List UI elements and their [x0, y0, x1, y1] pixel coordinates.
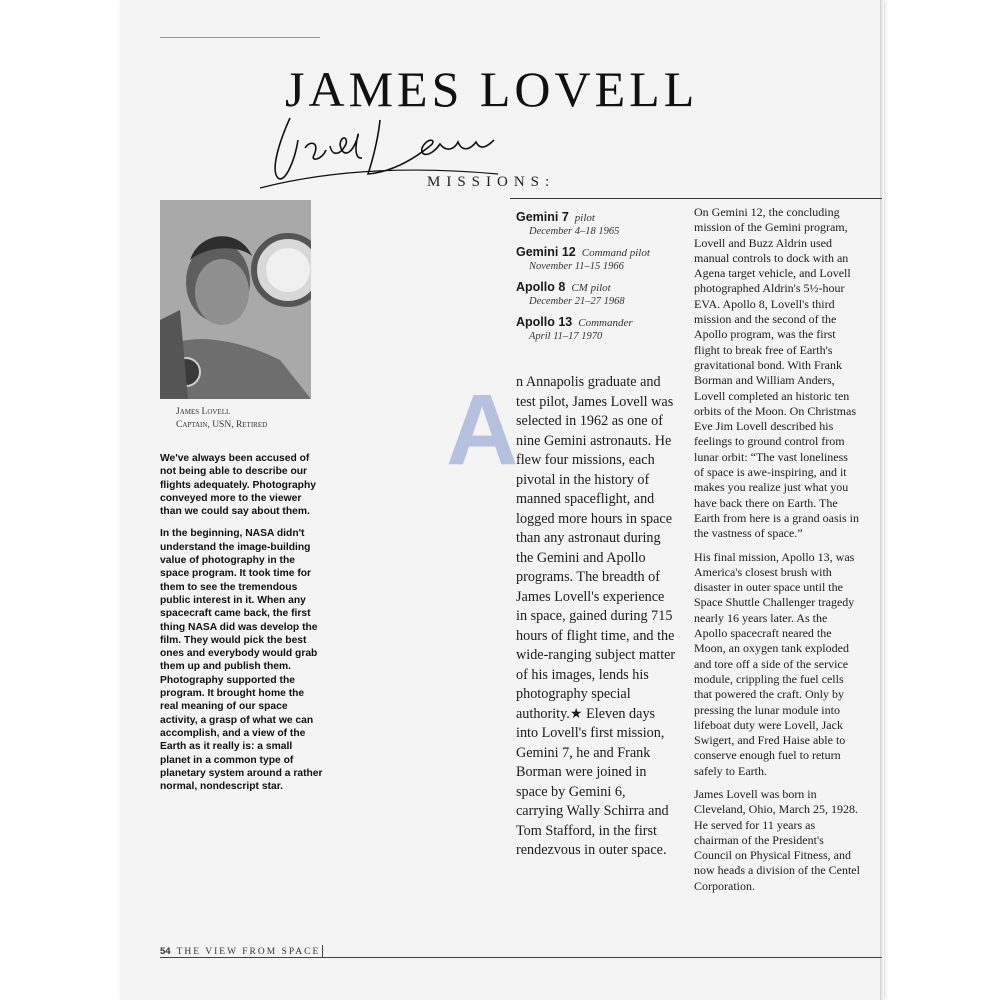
- body-column-right: [694, 205, 860, 902]
- page-edge: [880, 0, 884, 1000]
- mission-name: Gemini 7: [516, 210, 569, 224]
- page-title: JAMES LOVELL: [285, 61, 699, 117]
- body-paragraph: James Lovell was born in Cleveland, Ohio, March 25, 1928. He served for 11 years as chairman of the President's Council on Physical Fitness, and now heads a division of the Centel Corporation.: [694, 786, 860, 893]
- caption-title: Captain, USN, Retired: [176, 420, 268, 430]
- body-column-middle: n Annapolis graduate and test pilot, James Lovell was selected in 1962 as one of nine Gemini astronauts. He flew four missions, each pivotal in the history of manned spaceflight, and logged more hours in space than any astronaut during the Gemini and Apollo programs. The breadth of James Lovell's experience in space, gained during 715 hours of flight time, and the wide-ranging subject matter of his images, lends his photography special authority.★ Eleven days into Lovell's first mission, Gemini 7, he and Frank Borman were joined in space by Gemini 6, carrying Wally Schirra and Tom Stafford, in the first rendezvous in outer space.: [516, 374, 676, 858]
- mission-item: [516, 243, 691, 272]
- mission-list: [516, 208, 691, 348]
- mission-role: Commander: [578, 317, 633, 329]
- astronaut-portrait-photo: [160, 200, 311, 399]
- mission-name: Apollo 13: [516, 315, 573, 329]
- footer-tick: [322, 945, 323, 957]
- top-rule: [160, 37, 320, 38]
- mission-date: December 21–27 1968: [529, 296, 625, 307]
- mission-name: Apollo 8: [516, 280, 566, 294]
- body-paragraph: His final mission, Apollo 13, was America's closest brush with disaster in outer space until the Space Shuttle Challenger tragedy nearly 16 years later. As the Apollo spacecraft neared the Moon, an oxygen tank exploded and tore off a side of the service module, crippling the fuel cells that powered the craft. Only by pressing the lunar module into lifeboat duty were Lovell, Jack Swigert, and Fred Haise able to conserve enough fuel to return safely to Earth.: [694, 549, 855, 778]
- quote-paragraph: In the beginning, NASA didn't understand the image-building value of photography in the space program. It took time for them to see the tremendous public interest in it. When any spacecraft came back, the first thing NASA did was develop the film. They would pick the best ones and everybody would grab them up and publish them. Photography supported the program. It brought home the real meaning of our space activity, a grasp of what we can accomplish, and a view of the Earth as it really is: a small planet in a common type of planetary system around a rather normal, nondescript star.: [160, 528, 323, 793]
- body-paragraph: On Gemini 12, the concluding mission of the Gemini program, Lovell and Buzz Aldrin used manual controls to dock with an Agena target vehicle, and Lovell photographed Aldrin's 5½-hour EVA. Apollo 8, Lovell's third mission and the second of the Apollo program, was the first flight to break free of Earth's gravitational bond. With Frank Borman and William Anders, Lovell completed an historic ten orbits of the Moon. On Christmas Eve Jim Lovell described his feelings to ground control from lunar orbit: “The vast loneliness of space is awe-inspiring, and it makes you realize just what you have back there on Earth. The Earth from here is a grand oasis in the vastness of space.”: [694, 205, 859, 541]
- book-title: THE VIEW FROM SPACE: [176, 947, 321, 957]
- mission-item: [516, 208, 691, 237]
- photo-caption: [176, 406, 267, 432]
- mission-date: November 11–15 1966: [529, 261, 624, 272]
- quote-block: [160, 452, 325, 802]
- quote-paragraph: We've always been accused of not being able to describe our flights adequately. Photography conveyed more to the viewer than we could say about them.: [160, 453, 316, 518]
- mission-role: pilot: [574, 212, 595, 224]
- mission-item: [516, 278, 691, 307]
- mission-role: Command pilot: [581, 247, 650, 259]
- mission-item: [516, 313, 691, 342]
- missions-heading: MISSIONS:: [427, 174, 556, 190]
- footer-rule: [160, 957, 882, 958]
- caption-name: James Lovell: [176, 407, 231, 417]
- mission-date: April 11–17 1970: [529, 331, 603, 342]
- mission-name: Gemini 12: [516, 245, 576, 259]
- drop-cap-letter: A: [446, 374, 519, 486]
- missions-rule: [510, 198, 882, 199]
- page-number: 54: [160, 946, 171, 957]
- portrait-illustration: [160, 200, 311, 399]
- mission-role: CM pilot: [571, 282, 611, 294]
- mission-date: December 4–18 1965: [529, 226, 620, 237]
- page-footer: [160, 946, 320, 957]
